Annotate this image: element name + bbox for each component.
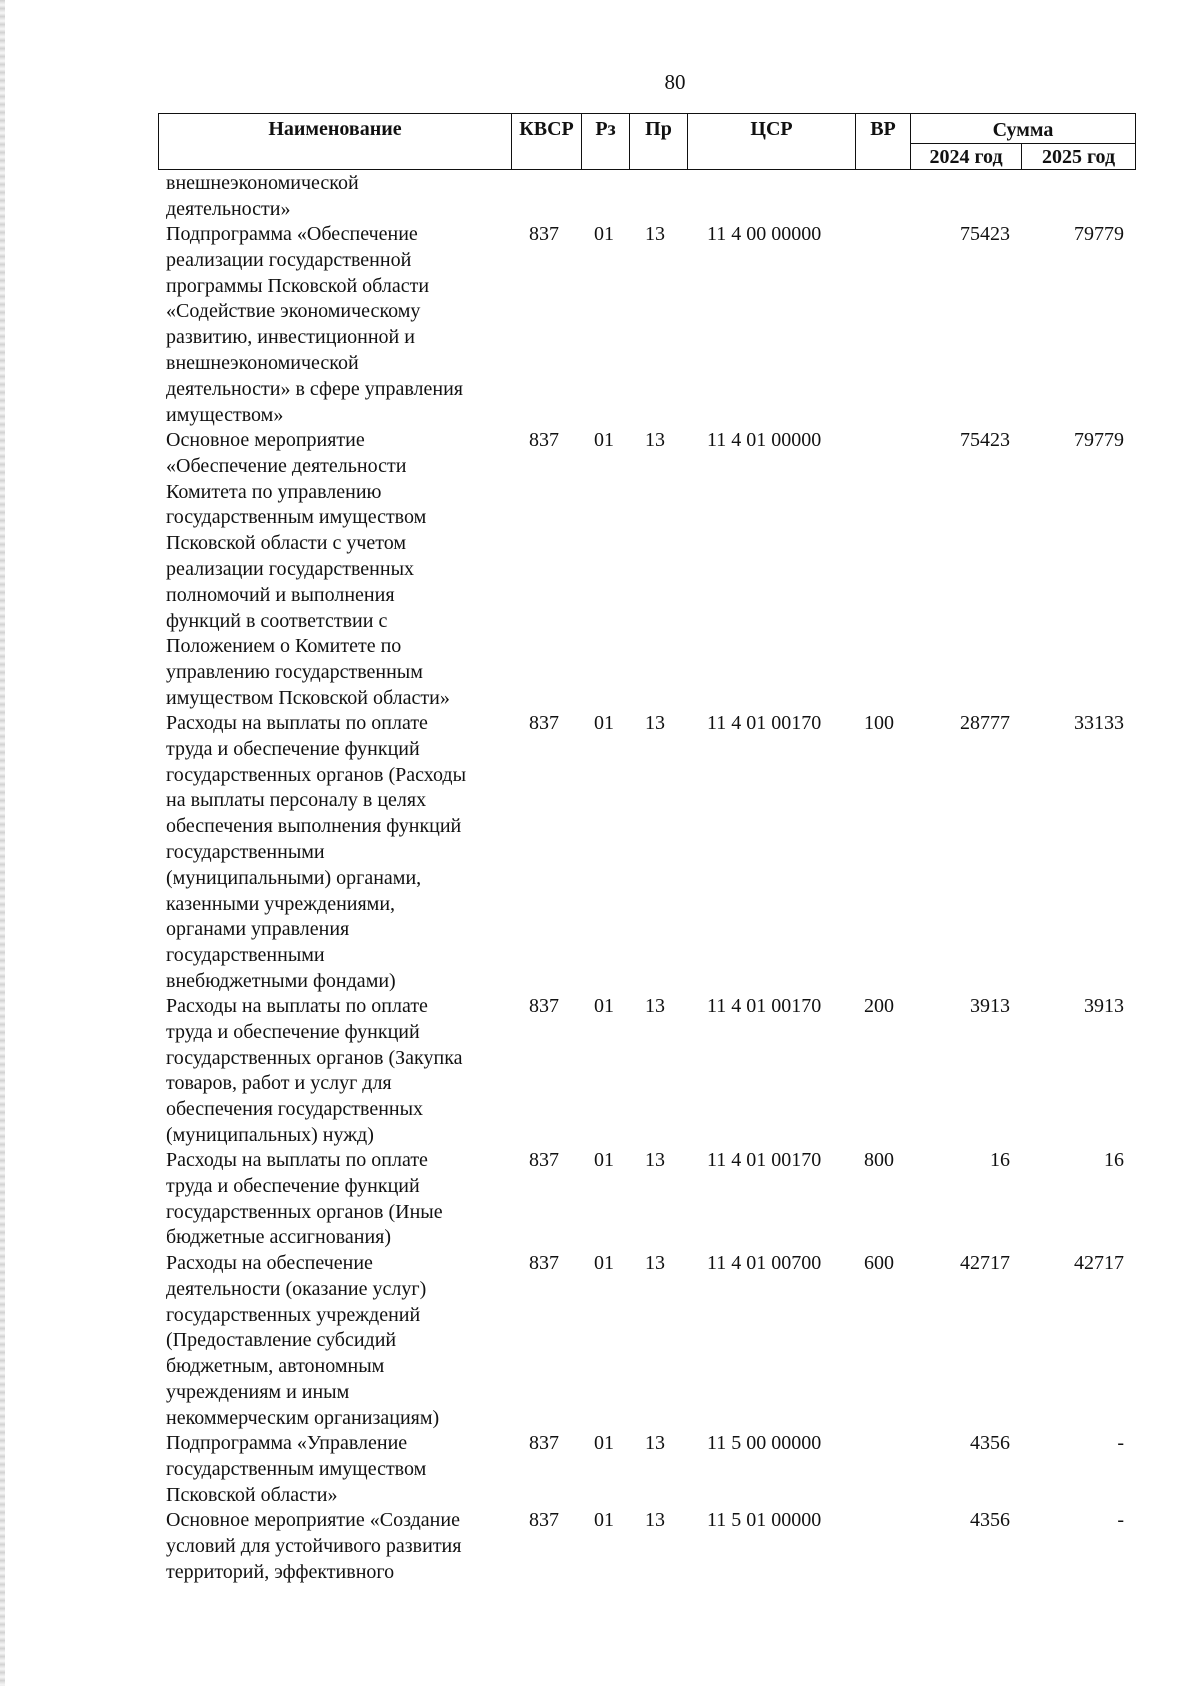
row-csr: 11 4 01 00170 [707, 995, 822, 1017]
row-sum-2025: 79779 [1074, 223, 1124, 245]
row-rz: 01 [594, 712, 614, 734]
row-kvsr: 837 [529, 1509, 559, 1531]
row-csr: 11 4 01 00170 [707, 1149, 822, 1171]
row-sum-2025: 79779 [1074, 429, 1124, 451]
header-csr: ЦСР [688, 114, 856, 170]
row-name: внешнеэкономической деятельности» [166, 172, 359, 220]
row-sum-2025: 3913 [1084, 995, 1124, 1017]
row-rz: 01 [594, 429, 614, 451]
row-name: Подпрограмма «Обеспечение реализации государственной программы Псковской области «Содействие экономическому развитию, инвестиционной и внешнеэкономической деятельности» в сфере управления имуществом» [166, 223, 463, 426]
row-rz: 01 [594, 1509, 614, 1531]
row-kvsr: 837 [529, 429, 559, 451]
row-kvsr: 837 [529, 1252, 559, 1274]
header-name: Наименование [159, 114, 512, 170]
row-name: Расходы на выплаты по оплате труда и обеспечение функций государственных органов (Иные бюджетные ассигнования) [166, 1149, 443, 1249]
row-pr: 13 [645, 1252, 665, 1274]
row-sum-2024: 16 [990, 1149, 1010, 1171]
row-vr: 800 [864, 1149, 894, 1171]
row-name: Расходы на обеспечение деятельности (оказание услуг) государственных учреждений (Предоставление субсидий бюджетным, автономным учреждениям и иным некоммерческим организациям) [166, 1252, 440, 1429]
row-sum-2025: 42717 [1074, 1252, 1124, 1274]
header-pr: Пр [630, 114, 688, 170]
row-sum-2024: 42717 [960, 1252, 1010, 1274]
row-kvsr: 837 [529, 995, 559, 1017]
header-vr: ВР [856, 114, 911, 170]
row-pr: 13 [645, 1509, 665, 1531]
row-vr: 200 [864, 995, 894, 1017]
row-name: Расходы на выплаты по оплате труда и обеспечение функций государственных органов (Закупка товаров, работ и услуг для обеспечения государственных (муниципальных) нужд) [166, 995, 463, 1146]
row-csr: 11 5 01 00000 [707, 1509, 822, 1531]
row-kvsr: 837 [529, 712, 559, 734]
row-vr: 600 [864, 1252, 894, 1274]
row-pr: 13 [645, 995, 665, 1017]
row-name: Основное мероприятие «Создание условий для устойчивого развития территорий, эффективного [166, 1509, 462, 1583]
row-name: Основное мероприятие «Обеспечение деятельности Комитета по управлению государственным имуществом Псковской области с учетом реализации государственных полномочий и выполнения функций в соответствии с Положением о Комитете по управлению государственным имуществом Псковской области» [166, 429, 450, 709]
row-name: Расходы на выплаты по оплате труда и обеспечение функций государственных органов (Расходы на выплаты персоналу в целях обеспечения выполнения функций государственными (муниципальными) органами, казенными учреждениями, органами управления государственными внебюджетными фондами) [166, 712, 467, 992]
row-rz: 01 [594, 1432, 614, 1454]
header-sum: Сумма [911, 114, 1136, 144]
row-pr: 13 [645, 1149, 665, 1171]
row-pr: 13 [645, 429, 665, 451]
header-rz: Рз [582, 114, 630, 170]
row-kvsr: 837 [529, 1432, 559, 1454]
row-sum-2025: - [1117, 1432, 1124, 1454]
header-year-2025: 2025 год [1022, 144, 1136, 170]
scan-edge [0, 0, 5, 1686]
row-sum-2025: 33133 [1074, 712, 1124, 734]
row-csr: 11 4 01 00700 [707, 1252, 822, 1274]
row-csr: 11 4 01 00000 [707, 429, 822, 451]
row-csr: 11 5 00 00000 [707, 1432, 822, 1454]
header-kvsr: КВСР [512, 114, 582, 170]
row-pr: 13 [645, 712, 665, 734]
page-number: 80 [664, 70, 686, 94]
row-sum-2024: 4356 [970, 1509, 1010, 1531]
row-csr: 11 4 01 00170 [707, 712, 822, 734]
row-pr: 13 [645, 1432, 665, 1454]
row-kvsr: 837 [529, 223, 559, 245]
row-rz: 01 [594, 1252, 614, 1274]
row-sum-2025: - [1117, 1509, 1124, 1531]
row-rz: 01 [594, 995, 614, 1017]
row-pr: 13 [645, 223, 665, 245]
row-name: Подпрограмма «Управление государственным имуществом Псковской области» [166, 1432, 427, 1506]
row-sum-2024: 4356 [970, 1432, 1010, 1454]
row-rz: 01 [594, 1149, 614, 1171]
table-header [158, 113, 1136, 170]
row-vr: 100 [864, 712, 894, 734]
row-sum-2024: 3913 [970, 995, 1010, 1017]
header-year-2024: 2024 год [911, 144, 1022, 170]
row-sum-2025: 16 [1104, 1149, 1124, 1171]
row-kvsr: 837 [529, 1149, 559, 1171]
row-csr: 11 4 00 00000 [707, 223, 822, 245]
row-sum-2024: 75423 [960, 429, 1010, 451]
row-sum-2024: 28777 [960, 712, 1010, 734]
row-rz: 01 [594, 223, 614, 245]
row-sum-2024: 75423 [960, 223, 1010, 245]
